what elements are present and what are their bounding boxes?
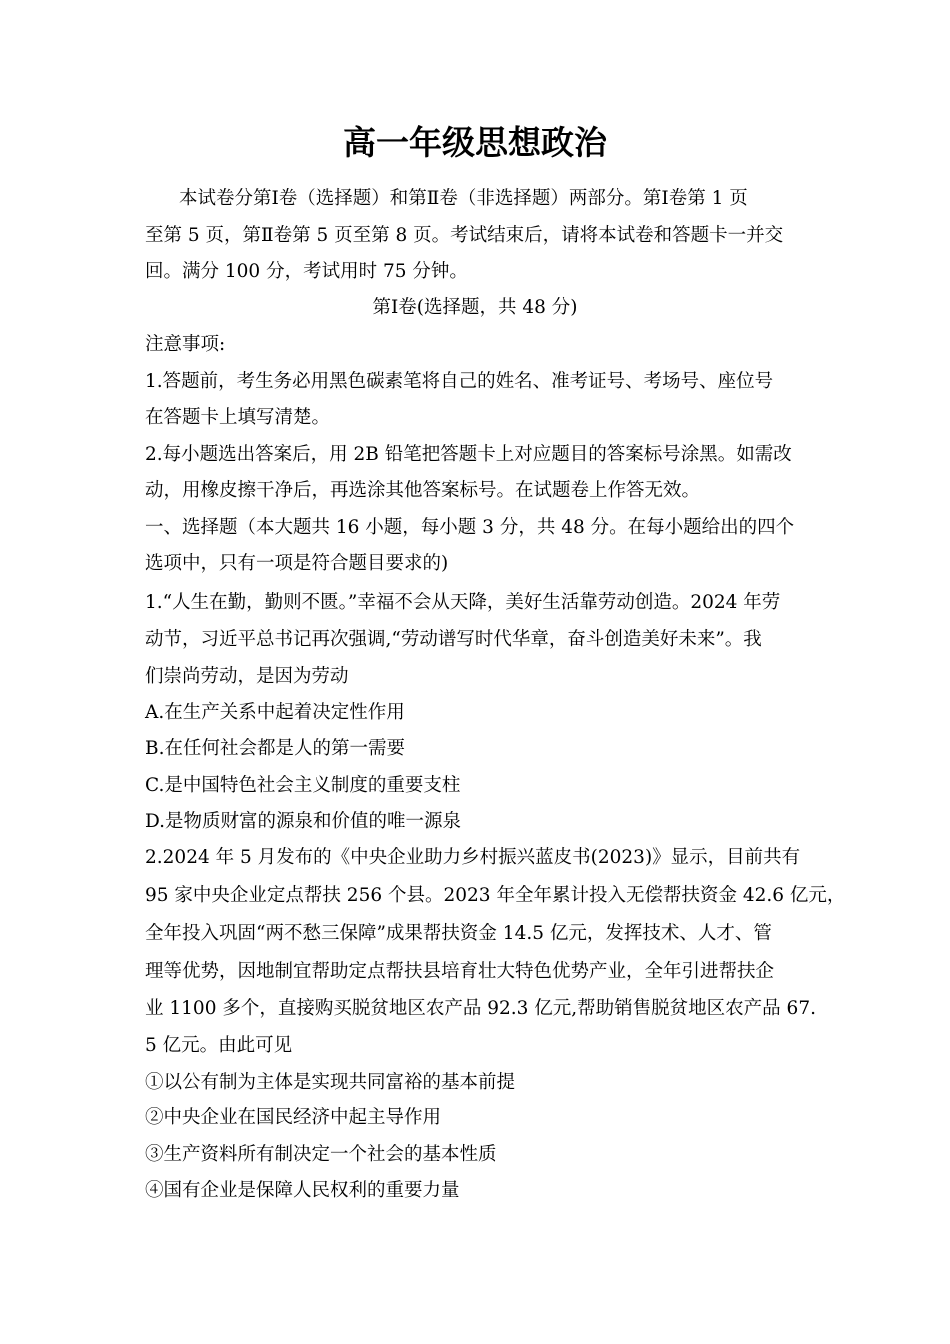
q2-stem-line-1: 2.2024 年 5 月发布的《中央企业助力乡村振兴蓝皮书(2023)》显示，目前共有 [145,847,801,868]
section-heading: 第Ⅰ卷(选择题，共 48 分) [372,297,578,318]
q2-statement-2: ②中央企业在国民经济中起主导作用 [145,1107,442,1128]
q1-option-a: A.在生产关系中起着决定性作用 [145,702,405,723]
q1-stem-line-1: 1.“人生在勤，勤则不匮。”幸福不会从天降，美好生活靠劳动创造。2024 年劳 [145,592,781,613]
q1-option-d: D.是物质财富的源泉和价值的唯一源泉 [145,811,462,832]
part-heading-line-1: 一、选择题（本大题共 16 小题，每小题 3 分，共 48 分。在每小题给出的四个 [145,517,795,538]
page-title: 高一年级思想政治 [343,123,607,162]
q2-statement-3: ③生产资料所有制决定一个社会的基本性质 [145,1144,497,1165]
intro-line-1: 本试卷分第Ⅰ卷（选择题）和第Ⅱ卷（非选择题）两部分。第Ⅰ卷第 1 页 [179,188,748,209]
q1-stem-line-3: 们崇尚劳动，是因为劳动 [145,666,349,687]
q2-stem-line-6: 5 亿元。由此可见 [145,1035,293,1056]
q1-stem-line-2: 动节，习近平总书记再次强调,“劳动谱写时代华章，奋斗创造美好未来”。我 [145,629,762,650]
intro-line-2: 至第 5 页，第Ⅱ卷第 5 页至第 8 页。考试结束后，请将本试卷和答题卡一并交 [145,225,784,246]
q2-statement-4: ④国有企业是保障人民权利的重要力量 [145,1180,460,1201]
notice-line-1: 1.答题前，考生务必用黑色碳素笔将自己的姓名、准考证号、考场号、座位号 [145,371,774,392]
notice-heading: 注意事项: [145,334,226,355]
q2-stem-line-2: 95 家中央企业定点帮扶 256 个县。2023 年全年累计投入无偿帮扶资金 42.6 亿元， [145,885,846,906]
q1-option-b: B.在任何社会都是人的第一需要 [145,738,405,759]
q2-statement-1: ①以公有制为主体是实现共同富裕的基本前提 [145,1072,516,1093]
notice-line-2: 在答题卡上填写清楚。 [145,407,331,428]
intro-line-3: 回。满分 100 分，考试用时 75 分钟。 [145,261,468,282]
q2-stem-line-4: 理等优势，因地制宜帮助定点帮扶县培育壮大特色优势产业，全年引进帮扶企 [145,961,775,982]
part-heading-line-2: 选项中，只有一项是符合题目要求的) [145,553,449,574]
notice-line-4: 动，用橡皮擦干净后，再选涂其他答案标号。在试题卷上作答无效。 [145,480,701,501]
notice-line-3: 2.每小题选出答案后，用 2B 铅笔把答题卡上对应题目的答案标号涂黑。如需改 [145,444,792,465]
q1-option-c: C.是中国特色社会主义制度的重要支柱 [145,775,461,796]
q2-stem-line-3: 全年投入巩固“两不愁三保障”成果帮扶资金 14.5 亿元，发挥技术、人才、管 [145,923,772,944]
q2-stem-line-5: 业 1100 多个，直接购买脱贫地区农产品 92.3 亿元,帮助销售脱贫地区农产品 67. [145,998,816,1019]
